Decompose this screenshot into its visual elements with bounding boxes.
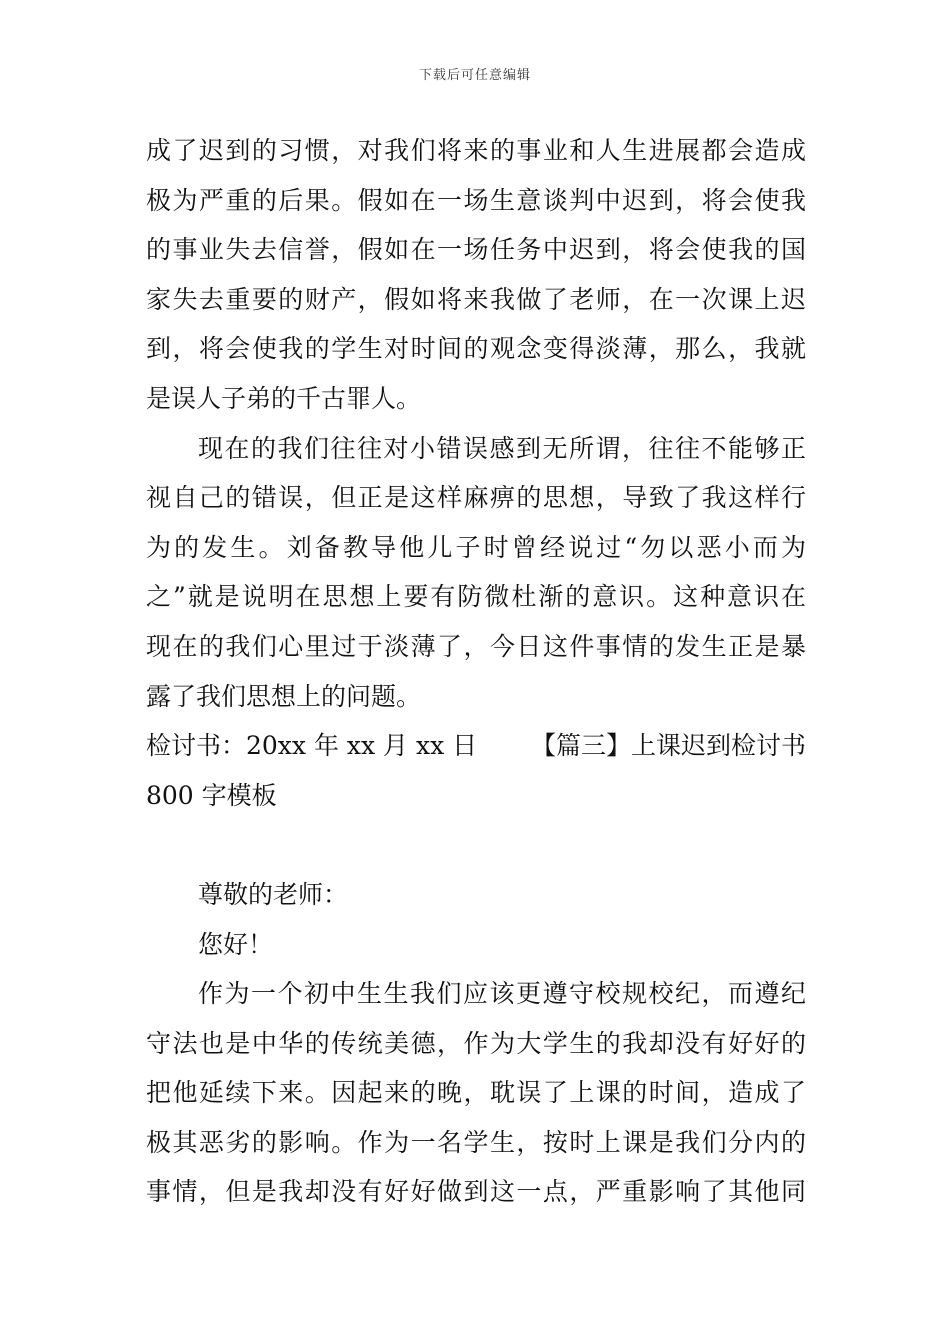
blank-line [146,820,806,870]
signoff-date: 检讨书：20xx 年 xx 月 xx 日 [146,731,478,761]
text-line: 极为严重的后果。假如在一场生意谈判中迟到，将会使我 [146,185,806,215]
text-line: 作为一个初中生生我们应该更遵守校规校纪，而遵纪 [198,979,806,1009]
text-line: 是误人子弟的千古罪人。 [146,383,422,413]
paragraph-1 [146,126,806,424]
page-header: 下载后可任意编辑 [418,68,531,83]
text-line: 守法也是中华的传统美德，作为大学生的我却没有好好的 [146,1028,806,1058]
signoff-line [146,721,806,771]
next-section-title-cont: 800 字模板 [146,780,277,810]
paragraph-3 [146,969,806,1217]
text-line: 之”就是说明在思想上要有防微杜渐的意识。这种意识在 [146,582,806,612]
text-line: 露了我们思想上的问题。 [146,681,422,711]
text-line: 视自己的错误，但正是这样麻痹的思想，导致了我这样行 [146,483,806,513]
text-line: 事情，但是我却没有好好做到这一点，严重影响了其他同 [146,1177,806,1207]
greeting: 尊敬的老师： [198,879,349,909]
next-section-title: 【篇三】上课迟到检讨书 [530,731,806,761]
text-line: 现在的我们心里过于淡薄了，今日这件事情的发生正是暴 [146,631,806,661]
text-line: 家失去重要的财产，假如将来我做了老师，在一次课上迟 [146,284,806,314]
text-line: 现在的我们往往对小错误感到无所谓，往往不能够正 [198,433,806,463]
text-line: 的事业失去信誉，假如在一场任务中迟到，将会使我的国 [146,235,806,265]
text-line: 把他延续下来。因起来的晚，耽误了上课的时间，造成了 [146,1078,806,1108]
text-line: 为的发生。刘备教导他儿子时曾经说过“勿以恶小而为 [146,532,806,562]
paragraph-2 [146,424,806,722]
text-line: 到，将会使我的学生对时间的观念变得淡薄，那么，我就 [146,334,806,364]
text-line: 成了迟到的习惯，对我们将来的事业和人生进展都会造成 [146,136,806,165]
document-body [146,126,806,1217]
text-line: 极其恶劣的影响。作为一名学生，按时上课是我们分内的 [146,1127,806,1157]
salutation: 您好！ [198,929,274,959]
